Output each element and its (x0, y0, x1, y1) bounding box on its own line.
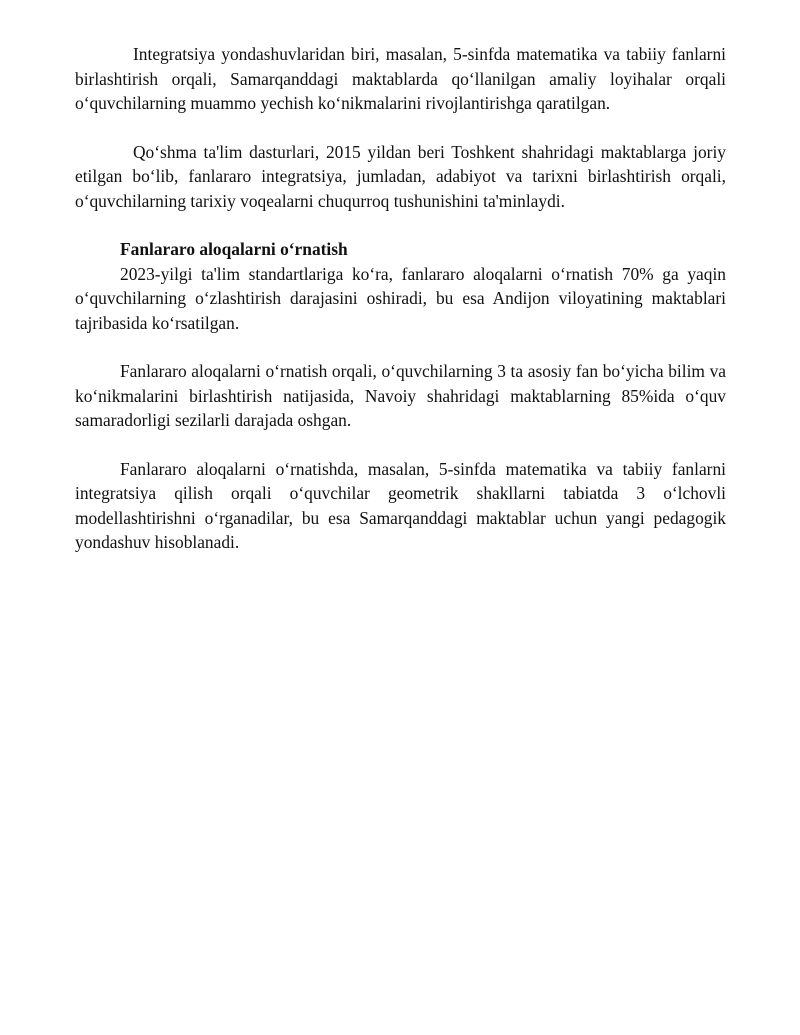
section-heading: Fanlararo aloqalarni o‘rnatish (120, 239, 348, 259)
paragraph: Fanlararo aloqalarni o‘rnatishda, masalan, 5-sinfda matematika va tabiiy fanlarni integratsiya qilish orqali o‘quvchilar geometrik shakllarni tabiatda 3 o‘lchovli modellashtirishni o‘rganadilar, bu esa Samarqanddagi maktablar uchun yangi pedagogik yondashuv hisoblanadi. (75, 458, 726, 552)
paragraph: 2023-yilgi ta'lim standartlariga ko‘ra, fanlararo aloqalarni o‘rnatish 70% ga yaqin o‘quvchilarning o‘zlashtirish darajasini oshiradi, bu esa Andijon viloyatining maktablari tajribasida ko‘rsatilgan. (75, 263, 726, 333)
paragraph: Fanlararo aloqalarni o‘rnatish orqali, o‘quvchilarning 3 ta asosiy fan bo‘yicha bilim va ko‘nikmalarini birlashtirish natijasida, Navoiy shahridagi maktablarning 85%ida o‘quv samaradorligi sezilarli darajada oshgan. (75, 361, 726, 430)
paragraph: Qo‘shma ta'lim dasturlari, 2015 yildan beri Toshkent shahridagi maktablarga joriy etilgan bo‘lib, fanlararo integratsiya, jumladan, adabiyot va tarixni birlashtirish orqali, o‘quvchilarning tarixiy voqealarni chuqurroq tushunishini ta'minlaydi. (75, 141, 726, 211)
paragraph: Integratsiya yondashuvlaridan biri, masalan, 5-sinfda matematika va tabiiy fanlarni birlashtirish orqali, Samarqanddagi maktablarda qo‘llanilgan amaliy loyihalar orqali o‘quvchilarning muammo yechish ko‘nikmalarini rivojlantirishga qaratilgan. (75, 44, 726, 113)
document-page (75, 42, 726, 579)
